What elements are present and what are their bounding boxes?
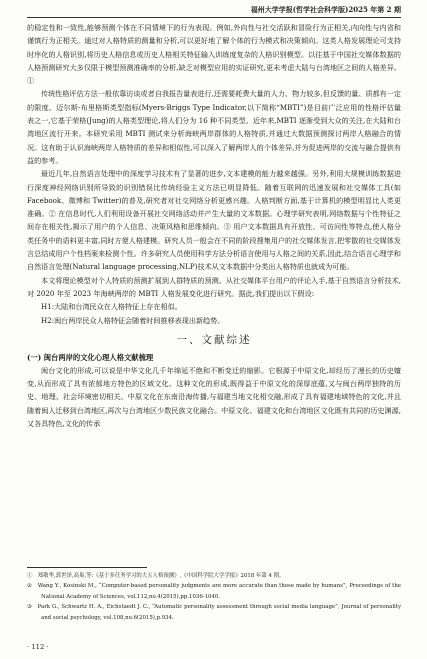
footnote-3: ③ Park G., Schwartz H. A., Eichstaedt J. C., “Automatic personality assessment through social media language”, Journal of personality and social psychology, vol.108,no.6(2015),p.934. [27, 604, 401, 621]
hypothesis-2: H2:闽台两岸民众人格特征会随着时间推移表现出新趋势。 [41, 315, 225, 325]
footnote-1: ① 郑敬华,郭世泽,高巢,等:《基于多任务学习的大五人格预测》,《中国科学院大学学报》2018 年第 4 期。 [27, 573, 285, 579]
intro-paragraph-2: 传统性格评估方法一般依靠访谈或者自我报告量表进行,还需要耗费大量的人力、物力较多,但反馈的量、质都有一定的限度。迈尔斯-布里格斯类型指标(Myers-Briggs Type Indicator,以下简称“MBTI”)是目前广泛应用的性格评估量表之一,它基于荣格(Jung)的人格类型理论,将人们分为 16 种不同类型。近年来,MBTI 逐渐受到大众的关注,在大陆和台湾地区流行开来。本研究采用 MBTI 测试来分析海峡两岸群体的人格特质,并通过大数据预测探讨两岸人格融合的情况。这有助于认识海峡两岸人格特质的差异和相似性,可以深入了解两岸人的个体差异,并为促进两岸的交流与融合提供有益的参考。 [27, 89, 401, 165]
main-body [27, 21, 401, 430]
section-heading: 一、文献综述 [176, 333, 252, 346]
running-head: 福州大学学报(哲学社会科学版)2025 年第 2 期 [250, 5, 401, 14]
intro-paragraph-1: 的稳定性和一致性,能够预测个体在不同情境下的行为表现。例如,外向性与社交活跃和冒险行为正相关,内向性与内省和谨慎行为正相关。通过对人格特质的测量和分析,可以更好地了解个体的行为模式和决策倾向。这类人格发展理论可支持时序化的人格识别,将历史人格信息或历史人格相关特征输入训练度复杂的人格识别模型。以往基于中国社交媒体数据的人格预测研究大多仅限于模型预测准确率的分析,缺乏对模型应用的实证研究,更未考虑大陆与台湾地区之间的人格差异。① [27, 23, 401, 86]
footnote-2: ② Wang Y., Kosinski M., “Computer-based personality judgments are more accurate than those made by humans”, Proceedings of the National Academy of Sciences, vol.112,no.4(2015),pp.1036-1040. [27, 583, 401, 600]
footnotes [27, 571, 401, 623]
subsection-heading: (一) 闽台两岸的文化心理人格文献梳理 [27, 352, 154, 362]
header-rule [27, 17, 401, 18]
intro-paragraph-3: 最近几年,自然语言处理中的深度学习技术有了显著的进步,文本建模的能力越来越强。另外,利用大规模训练数据进行深度神经网络识别所导致的识别错误比传统经验主义方法已明显降低。随着互联网的迅速发展和社交媒体工具(如 Facebook、微博和 Twitter)的普及,研究者对社交网络分析更感兴趣。人格判断方面,基于计算机的模型明显比人类更准确。② 在信息时代,人们利用设备开展社交网络活动并产生大量的文本数据。心理学研究表明,网络数据与个性特征之间存在相关性,揭示了用户的个人信息、决策风格和思维倾向。③ 用户文本数据具有开放性、可访问性等特点,使人格分类任务中的语料更丰富,同时方便人格建模。研究人员一般会在不同的阶段搜集用户的社交媒体发言,把零散的社交媒体发言总结成用户个性档案来检测个性。许多研究人员使用科学方法分析语言使用与人格之间的关系,因此,结合语言心理学和自然语言处理(Natural language processing,NLP)技术从文本数据中分类出人格特质也就成为可能。 [27, 169, 401, 272]
hypothesis-1: H1:大陆和台湾民众在人格特征上存在相似。 [41, 302, 182, 312]
intro-paragraph-4: 本文将理论模型对个人特质的预测扩展到人群特质的预测。从社交媒体平台用户的评论入手,基于自然语言分析技术,对 2020 年至 2023 年海峡两岸的 MBTI 人格发展变化进行研究。据此,我们提出以下假设: [27, 275, 401, 298]
section-paragraph-1: 闽台文化的形成,可以说是中华文化几千年绵延不绝和不断变迁的缩影。它根源于中原文化,却经历了漫长的历史嬗变,从而形成了具有浓郁地方特色的区域文化。这种文化的形成,既得益于中原文化的深厚底蕴,又与闽台两岸独特的历史、地理、社会环境密切相关。中原文化在东南沿海传播,与福建当地文化相交融,形成了具有福建地域特色的文化,并且随着闽人迁移到台湾地区,再次与台湾地区少数民族文化融合。中原文化、福建文化和台湾地区文化既有共同的历史渊源,又各具特色,文化的传承 [27, 365, 401, 429]
page-number: · 112 · [27, 643, 49, 651]
footnote-rule [27, 567, 147, 568]
